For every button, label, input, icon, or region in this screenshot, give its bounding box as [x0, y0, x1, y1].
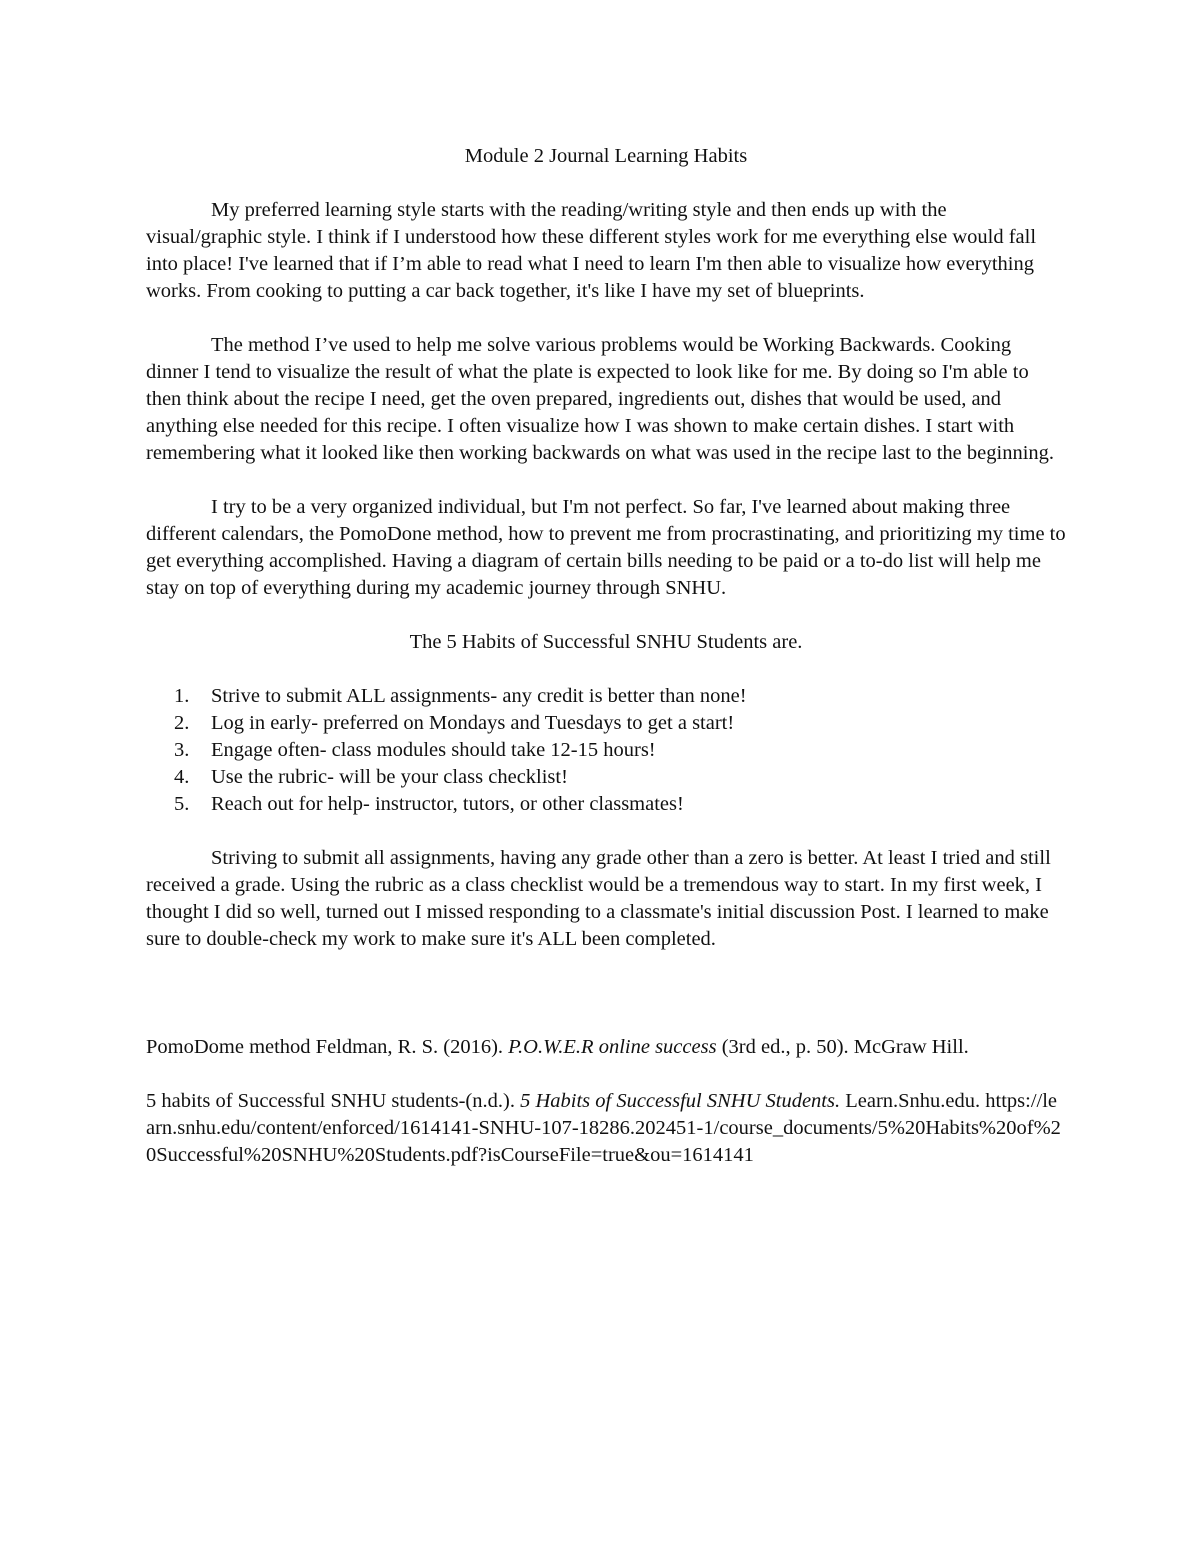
reference-text: PomoDome method Feldman, R. S. (2016). — [146, 1036, 509, 1058]
habit-text: Strive to submit ALL assignments- any credit is better than none! — [211, 685, 747, 707]
habits-list — [146, 683, 1066, 818]
document-title: Module 2 Journal Learning Habits — [464, 145, 748, 167]
habit-item — [146, 737, 1066, 764]
habit-number: 4. — [174, 766, 190, 788]
habit-item — [146, 710, 1066, 737]
spacer — [146, 980, 1066, 1034]
reference-url: Learn.Snhu.edu. https://learn.snhu.edu/content/enforced/1614141-SNHU-107-18286.202451-1/course_documents/5%20Habits%20of%20Successful%20SNHU%20Students.pdf?isCourseFile=true&ou=1614141 — [146, 1090, 1061, 1166]
paragraph-learning-style: My preferred learning style starts with the reading/writing style and then ends up with the visual/graphic style. I think if I understood how these different styles work for me everything else would fall into place! I've learned that if I’m able to read what I need to learn I'm then able to visualize how everything works. From cooking to putting a car back together, it's like I have my set of blueprints. — [146, 199, 1037, 302]
habit-number: 2. — [174, 712, 190, 734]
habit-item — [146, 764, 1066, 791]
habit-number: 1. — [174, 685, 190, 707]
paragraph-closing: Striving to submit all assignments, having any grade other than a zero is better. At least I tried and still received a grade. Using the rubric as a class checklist would be a tremendous way to start. In my first week, I thought I did so well, turned out I missed responding to a classmate's initial discussion Post. I learned to make sure to double-check my work to make sure it's ALL been completed. — [146, 847, 1051, 950]
habit-text: Engage often- class modules should take 12-15 hours! — [211, 739, 656, 761]
reference-text: 5 habits of Successful SNHU students-(n.d.). — [146, 1090, 521, 1112]
reference-title: P.O.W.E.R online success — [508, 1036, 717, 1058]
habit-item — [146, 683, 1066, 710]
habit-item — [146, 791, 1066, 818]
reference-title: 5 Habits of Successful SNHU Students. — [520, 1090, 841, 1112]
habit-number: 5. — [174, 793, 190, 815]
document-body — [146, 143, 1066, 1196]
reference-snhu-habits — [146, 1088, 1066, 1169]
habit-text: Log in early- preferred on Mondays and Tuesdays to get a start! — [211, 712, 735, 734]
paragraph-working-backwards: The method I’ve used to help me solve various problems would be Working Backwards. Cooking dinner I tend to visualize the result of what the plate is expected to look like for me. By doing so I'm able to then think about the recipe I need, get the oven prepared, ingredients out, dishes that would be used, and anything else needed for this recipe. I often visualize how I was shown to make certain dishes. I start with remembering what it looked like then working backwards on what was used in the recipe last to the beginning. — [146, 334, 1055, 464]
paragraph-organization: I try to be a very organized individual, but I'm not perfect. So far, I've learned about making three different calendars, the PomoDone method, how to prevent me from procrastinating, and prioritizing my time to get everything accomplished. Having a diagram of certain bills needing to be paid or a to-do list will help me stay on top of everything during my academic journey through SNHU. — [146, 496, 1066, 599]
habit-text: Reach out for help- instructor, tutors, or other classmates! — [211, 793, 684, 815]
habit-number: 3. — [174, 739, 190, 761]
reference-text: (3rd ed., p. 50). McGraw Hill. — [716, 1036, 969, 1058]
habits-heading: The 5 Habits of Successful SNHU Students are. — [409, 631, 803, 653]
reference-feldman — [146, 1034, 1066, 1061]
habit-text: Use the rubric- will be your class checklist! — [211, 766, 568, 788]
